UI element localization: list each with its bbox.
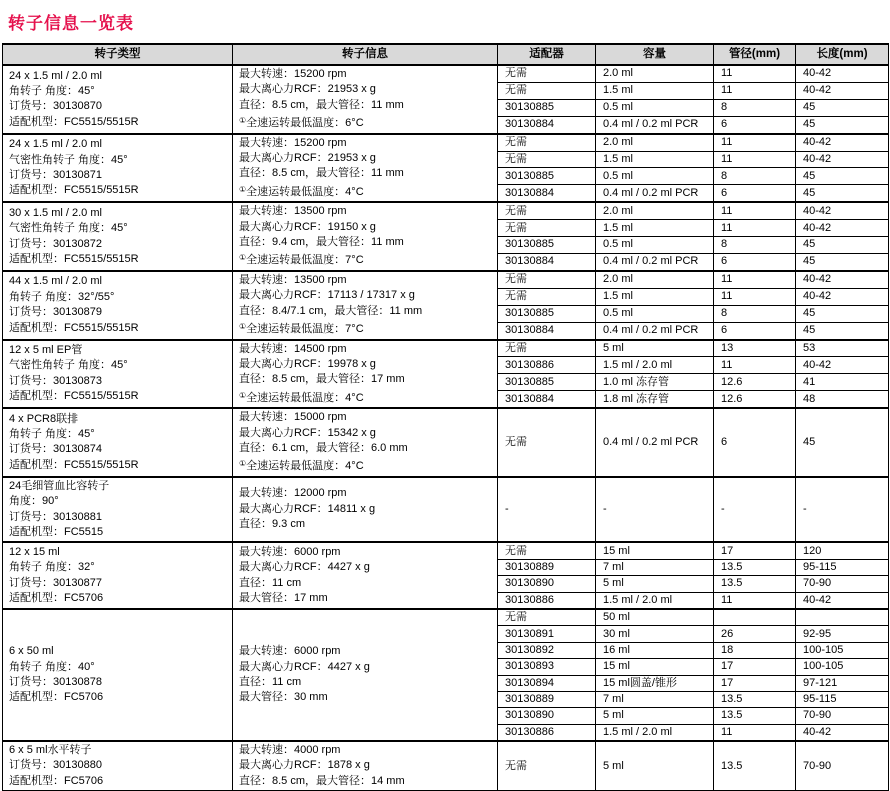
adapter-cell: 无需 — [498, 542, 596, 559]
diameter-cell: 13.5 — [714, 559, 796, 575]
cell-line: 最大转速：13500 rpm — [239, 273, 347, 286]
adapter-cell: 30130890 — [498, 576, 596, 592]
length-cell: 53 — [796, 340, 889, 357]
adapter-cell: 无需 — [498, 82, 596, 99]
diameter-cell: 8 — [714, 168, 796, 185]
rotor-info-cell — [233, 609, 498, 741]
adapter-cell: 30130886 — [498, 724, 596, 741]
length-cell: 100-105 — [796, 659, 889, 675]
capacity-cell: 0.5 ml — [596, 168, 714, 185]
adapter-cell: 30130884 — [498, 391, 596, 408]
table-row — [3, 134, 889, 151]
capacity-cell: 0.4 ml / 0.2 ml PCR — [596, 185, 714, 202]
capacity-cell: 0.4 ml / 0.2 ml PCR — [596, 408, 714, 477]
length-cell: 40-42 — [796, 82, 889, 99]
length-cell: 40-42 — [796, 202, 889, 219]
cell-line: ①全速运转最低温度：7°C — [239, 253, 364, 267]
diameter-cell: 6 — [714, 185, 796, 202]
footnote-marker-icon: ① — [239, 322, 247, 332]
cell-line: 订货号：30130873 — [9, 374, 102, 387]
cell-line: 适配机型：FC5515/5515R — [9, 458, 139, 471]
length-cell: 45 — [796, 168, 889, 185]
length-cell: 100-105 — [796, 642, 889, 658]
cell-line: 直径：9.3 cm — [239, 518, 306, 531]
cell-line: 12 x 5 ml EP管 — [9, 344, 83, 356]
cell-line: 角转子 角度：45° — [9, 84, 95, 97]
cell-line: 适配机型：FC5515/5515R — [9, 390, 139, 403]
cell-line: 最大离心力RCF：21953 x g — [239, 152, 376, 165]
table-row — [3, 542, 889, 559]
table-row — [3, 271, 889, 288]
adapter-cell: 无需 — [498, 134, 596, 151]
column-header: 转子类型 — [3, 44, 233, 65]
cell-line: 角转子 角度：40° — [9, 660, 95, 673]
cell-line: 最大离心力RCF：21953 x g — [239, 83, 376, 96]
capacity-cell: 7 ml — [596, 559, 714, 575]
diameter-cell: 6 — [714, 116, 796, 133]
diameter-cell: 12.6 — [714, 391, 796, 408]
capacity-cell: 7 ml — [596, 691, 714, 707]
length-cell: 45 — [796, 305, 889, 322]
capacity-cell: 5 ml — [596, 741, 714, 791]
rotor-type-cell — [3, 271, 233, 340]
length-cell: 92-95 — [796, 626, 889, 642]
adapter-cell: 无需 — [498, 151, 596, 168]
cell-line: 适配机型：FC5515/5515R — [9, 252, 139, 265]
cell-line: 最大转速：15000 rpm — [239, 411, 347, 424]
cell-line: 适配机型：FC5706 — [9, 691, 104, 704]
cell-line: 直径：8.5 cm，最大管径：14 mm — [239, 774, 405, 787]
cell-line: 气密性角转子 角度：45° — [9, 153, 128, 166]
length-cell: 45 — [796, 322, 889, 339]
cell-line: 最大转速：15200 rpm — [239, 136, 347, 149]
cell-line: 最大离心力RCF：19978 x g — [239, 357, 376, 370]
table-header — [3, 44, 889, 65]
rotor-type-cell — [3, 65, 233, 134]
adapter-cell: 无需 — [498, 220, 596, 237]
capacity-cell: 0.5 ml — [596, 99, 714, 116]
cell-line: 订货号：30130870 — [9, 100, 102, 113]
cell-line: 订货号：30130877 — [9, 576, 102, 589]
capacity-cell: 5 ml — [596, 340, 714, 357]
cell-line: 订货号：30130874 — [9, 443, 102, 456]
cell-line: 适配机型：FC5515/5515R — [9, 115, 139, 128]
adapter-cell: 30130889 — [498, 559, 596, 575]
table-row — [3, 202, 889, 219]
capacity-cell: 0.5 ml — [596, 305, 714, 322]
length-cell: 40-42 — [796, 151, 889, 168]
column-header: 管径(mm) — [714, 44, 796, 65]
capacity-cell: 1.5 ml / 2.0 ml — [596, 724, 714, 741]
adapter-cell: - — [498, 477, 596, 543]
adapter-cell: 无需 — [498, 408, 596, 477]
adapter-cell: 30130894 — [498, 675, 596, 691]
cell-line: 最大离心力RCF：19150 x g — [239, 220, 376, 233]
capacity-cell: 1.5 ml — [596, 82, 714, 99]
cell-line: 4 x PCR8联排 — [9, 412, 79, 425]
cell-line: 最大转速：6000 rpm — [239, 645, 341, 658]
capacity-cell: 1.5 ml — [596, 220, 714, 237]
cell-line: 最大离心力RCF：4427 x g — [239, 660, 370, 673]
rotor-info-cell — [233, 542, 498, 609]
cell-line: 气密性角转子 角度：45° — [9, 222, 128, 235]
length-cell: 97-121 — [796, 675, 889, 691]
diameter-cell: 13 — [714, 340, 796, 357]
diameter-cell: 6 — [714, 322, 796, 339]
cell-line: 订货号：30130878 — [9, 676, 102, 688]
cell-line: ①全速运转最低温度：4°C — [239, 184, 364, 198]
cell-line: 6 x 5 ml水平转子 — [9, 744, 92, 757]
table-body — [3, 65, 889, 791]
cell-line: 最大转速：13500 rpm — [239, 205, 347, 218]
footnote-marker-icon: ① — [239, 116, 247, 126]
cell-line: 最大离心力RCF：15342 x g — [239, 426, 376, 439]
rotor-info-cell — [233, 271, 498, 340]
cell-line: 直径：8.5 cm，最大管径：17 mm — [239, 373, 405, 386]
adapter-cell: 30130893 — [498, 659, 596, 675]
diameter-cell: 12.6 — [714, 374, 796, 391]
capacity-cell: 1.5 ml — [596, 151, 714, 168]
capacity-cell: 0.5 ml — [596, 237, 714, 254]
cell-line: 30 x 1.5 ml / 2.0 ml — [9, 206, 102, 219]
cell-line: 订货号：30130872 — [9, 237, 102, 250]
rotor-info-cell — [233, 477, 498, 543]
diameter-cell: 6 — [714, 408, 796, 477]
length-cell: 40-42 — [796, 65, 889, 82]
length-cell: - — [796, 477, 889, 543]
diameter-cell: 11 — [714, 151, 796, 168]
capacity-cell: 0.4 ml / 0.2 ml PCR — [596, 116, 714, 133]
cell-line: 直径：8.4/7.1 cm，最大管径：11 mm — [239, 304, 423, 317]
length-cell: 45 — [796, 185, 889, 202]
length-cell: 40-42 — [796, 288, 889, 305]
diameter-cell: 11 — [714, 202, 796, 219]
diameter-cell: 13.5 — [714, 741, 796, 791]
diameter-cell: 11 — [714, 220, 796, 237]
diameter-cell: 8 — [714, 99, 796, 116]
diameter-cell: 11 — [714, 271, 796, 288]
rotor-info-cell — [233, 134, 498, 203]
capacity-cell: 15 ml — [596, 659, 714, 675]
cell-line: 最大离心力RCF：17113 / 17317 x g — [239, 289, 415, 302]
length-cell: 70-90 — [796, 576, 889, 592]
adapter-cell: 30130886 — [498, 357, 596, 374]
capacity-cell: 1.8 ml 冻存管 — [596, 391, 714, 408]
diameter-cell: 6 — [714, 253, 796, 270]
cell-line: 角转子 角度：45° — [9, 428, 95, 441]
length-cell: 45 — [796, 99, 889, 116]
document-page — [0, 9, 890, 791]
cell-line: 订货号：30130880 — [9, 759, 102, 772]
cell-line: ①全速运转最低温度：6°C — [239, 116, 364, 130]
length-cell: 40-42 — [796, 271, 889, 288]
column-header: 长度(mm) — [796, 44, 889, 65]
table-row — [3, 741, 889, 791]
cell-line: 直径：9.4 cm，最大管径：11 mm — [239, 236, 404, 249]
adapter-cell: 30130886 — [498, 592, 596, 609]
table-row — [3, 609, 889, 626]
cell-line: 直径：6.1 cm，最大管径：6.0 mm — [239, 441, 408, 454]
cell-line: 适配机型：FC5515/5515R — [9, 184, 139, 197]
length-cell: 40-42 — [796, 357, 889, 374]
rotor-type-cell — [3, 542, 233, 609]
cell-line: 适配机型：FC5515/5515R — [9, 321, 139, 334]
cell-line: 适配机型：FC5706 — [9, 774, 104, 787]
rotor-info-cell — [233, 741, 498, 791]
rotor-type-cell — [3, 340, 233, 409]
capacity-cell: 2.0 ml — [596, 65, 714, 82]
adapter-cell: 30130892 — [498, 642, 596, 658]
rotor-type-cell — [3, 477, 233, 543]
length-cell: 40-42 — [796, 220, 889, 237]
length-cell: 70-90 — [796, 708, 889, 724]
rotor-type-cell — [3, 134, 233, 203]
rotor-type-cell — [3, 202, 233, 271]
adapter-cell: 30130885 — [498, 374, 596, 391]
diameter-cell: 18 — [714, 642, 796, 658]
cell-line: 24毛细管血比容转子 — [9, 479, 110, 492]
diameter-cell: 11 — [714, 288, 796, 305]
diameter-cell: 13.5 — [714, 691, 796, 707]
length-cell: 95-115 — [796, 691, 889, 707]
rotor-info-cell — [233, 408, 498, 477]
capacity-cell: 2.0 ml — [596, 134, 714, 151]
adapter-cell: 无需 — [498, 741, 596, 791]
cell-line: 订货号：30130879 — [9, 306, 102, 319]
adapter-cell: 30130884 — [498, 116, 596, 133]
diameter-cell: 13.5 — [714, 708, 796, 724]
cell-line: 最大离心力RCF：4427 x g — [239, 561, 370, 574]
cell-line: 最大转速：6000 rpm — [239, 545, 341, 558]
cell-line: 24 x 1.5 ml / 2.0 ml — [9, 69, 102, 82]
rotor-info-cell — [233, 340, 498, 409]
adapter-cell: 30130884 — [498, 322, 596, 339]
capacity-cell: 30 ml — [596, 626, 714, 642]
capacity-cell: 5 ml — [596, 576, 714, 592]
length-cell: 45 — [796, 253, 889, 270]
column-header: 容量 — [596, 44, 714, 65]
cell-line: ①全速运转最低温度：4°C — [239, 459, 364, 473]
cell-line: 适配机型：FC5706 — [9, 592, 104, 605]
cell-line: 最大转速：15200 rpm — [239, 68, 347, 80]
length-cell: 41 — [796, 374, 889, 391]
cell-line: 最大转速：4000 rpm — [239, 744, 341, 757]
diameter-cell: 26 — [714, 626, 796, 642]
capacity-cell: 5 ml — [596, 708, 714, 724]
capacity-cell: 0.4 ml / 0.2 ml PCR — [596, 322, 714, 339]
cell-line: 6 x 50 ml — [9, 645, 54, 658]
length-cell: 40-42 — [796, 134, 889, 151]
page-title: 转子信息一览表 — [8, 14, 134, 33]
diameter-cell: 8 — [714, 237, 796, 254]
capacity-cell: 2.0 ml — [596, 271, 714, 288]
cell-line: 订货号：30130881 — [9, 510, 102, 523]
adapter-cell: 30130884 — [498, 185, 596, 202]
cell-line: 直径：11 cm — [239, 676, 302, 688]
footnote-marker-icon: ① — [239, 253, 247, 263]
diameter-cell: 17 — [714, 542, 796, 559]
table-row — [3, 65, 889, 82]
capacity-cell: 2.0 ml — [596, 202, 714, 219]
table-row — [3, 477, 889, 543]
rotor-type-cell — [3, 609, 233, 741]
adapter-cell: 30130885 — [498, 99, 596, 116]
column-header: 适配器 — [498, 44, 596, 65]
footnote-marker-icon: ① — [239, 184, 247, 194]
capacity-cell: 50 ml — [596, 609, 714, 626]
cell-line: 适配机型：FC5515 — [9, 525, 104, 538]
cell-line: 最大离心力RCF：14811 x g — [239, 502, 376, 515]
rotor-info-table — [2, 43, 889, 791]
adapter-cell: 无需 — [498, 609, 596, 626]
rotor-type-cell — [3, 741, 233, 791]
adapter-cell: 30130884 — [498, 253, 596, 270]
cell-line: 直径：11 cm — [239, 576, 302, 589]
diameter-cell: 17 — [714, 675, 796, 691]
adapter-cell: 无需 — [498, 202, 596, 219]
length-cell: 45 — [796, 408, 889, 477]
capacity-cell: 15 ml圆盖/锥形 — [596, 675, 714, 691]
diameter-cell: 11 — [714, 65, 796, 82]
diameter-cell: 11 — [714, 134, 796, 151]
cell-line: 订货号：30130871 — [9, 168, 102, 181]
cell-line: 最大管径：17 mm — [239, 592, 328, 605]
diameter-cell: 11 — [714, 592, 796, 609]
diameter-cell — [714, 609, 796, 626]
length-cell: 120 — [796, 542, 889, 559]
cell-line: 44 x 1.5 ml / 2.0 ml — [9, 275, 102, 288]
adapter-cell: 30130890 — [498, 708, 596, 724]
adapter-cell: 无需 — [498, 340, 596, 357]
cell-line: 最大转速：14500 rpm — [239, 342, 347, 355]
cell-line: 角转子 角度：32° — [9, 561, 95, 574]
capacity-cell: - — [596, 477, 714, 543]
table-row — [3, 340, 889, 357]
adapter-cell: 30130885 — [498, 168, 596, 185]
diameter-cell: 11 — [714, 82, 796, 99]
length-cell — [796, 609, 889, 626]
cell-line: 角度：90° — [9, 495, 59, 508]
adapter-cell: 30130889 — [498, 691, 596, 707]
diameter-cell: - — [714, 477, 796, 543]
adapter-cell: 无需 — [498, 288, 596, 305]
adapter-cell: 30130891 — [498, 626, 596, 642]
header-row — [3, 44, 889, 65]
rotor-type-cell — [3, 408, 233, 477]
length-cell: 45 — [796, 237, 889, 254]
cell-line: ①全速运转最低温度：4°C — [239, 390, 364, 404]
length-cell: 40-42 — [796, 724, 889, 741]
length-cell: 95-115 — [796, 559, 889, 575]
adapter-cell: 30130885 — [498, 237, 596, 254]
table-row — [3, 408, 889, 477]
cell-line: 最大转速：12000 rpm — [239, 487, 347, 500]
rotor-info-cell — [233, 202, 498, 271]
capacity-cell: 1.5 ml / 2.0 ml — [596, 357, 714, 374]
diameter-cell: 8 — [714, 305, 796, 322]
length-cell: 48 — [796, 391, 889, 408]
cell-line: 24 x 1.5 ml / 2.0 ml — [9, 138, 102, 151]
diameter-cell: 17 — [714, 659, 796, 675]
length-cell: 70-90 — [796, 741, 889, 791]
cell-line: 最大管径：30 mm — [239, 691, 328, 704]
diameter-cell: 11 — [714, 724, 796, 741]
capacity-cell: 15 ml — [596, 542, 714, 559]
diameter-cell: 11 — [714, 357, 796, 374]
diameter-cell: 13.5 — [714, 576, 796, 592]
adapter-cell: 30130885 — [498, 305, 596, 322]
length-cell: 40-42 — [796, 592, 889, 609]
cell-line: 最大离心力RCF：1878 x g — [239, 759, 370, 772]
length-cell: 45 — [796, 116, 889, 133]
column-header: 转子信息 — [233, 44, 498, 65]
cell-line: 直径：8.5 cm，最大管径：11 mm — [239, 98, 404, 111]
capacity-cell: 1.5 ml / 2.0 ml — [596, 592, 714, 609]
adapter-cell: 无需 — [498, 65, 596, 82]
cell-line: 直径：8.5 cm，最大管径：11 mm — [239, 167, 404, 180]
footnote-marker-icon: ① — [239, 390, 247, 400]
capacity-cell: 16 ml — [596, 642, 714, 658]
cell-line: 角转子 角度：32°/55° — [9, 290, 115, 303]
cell-line: 12 x 15 ml — [9, 545, 60, 558]
capacity-cell: 1.0 ml 冻存管 — [596, 374, 714, 391]
cell-line: 气密性角转子 角度：45° — [9, 359, 128, 372]
footnote-marker-icon: ① — [239, 459, 247, 469]
adapter-cell: 无需 — [498, 271, 596, 288]
cell-line: ①全速运转最低温度：7°C — [239, 322, 364, 336]
capacity-cell: 0.4 ml / 0.2 ml PCR — [596, 253, 714, 270]
capacity-cell: 1.5 ml — [596, 288, 714, 305]
rotor-info-cell — [233, 65, 498, 134]
